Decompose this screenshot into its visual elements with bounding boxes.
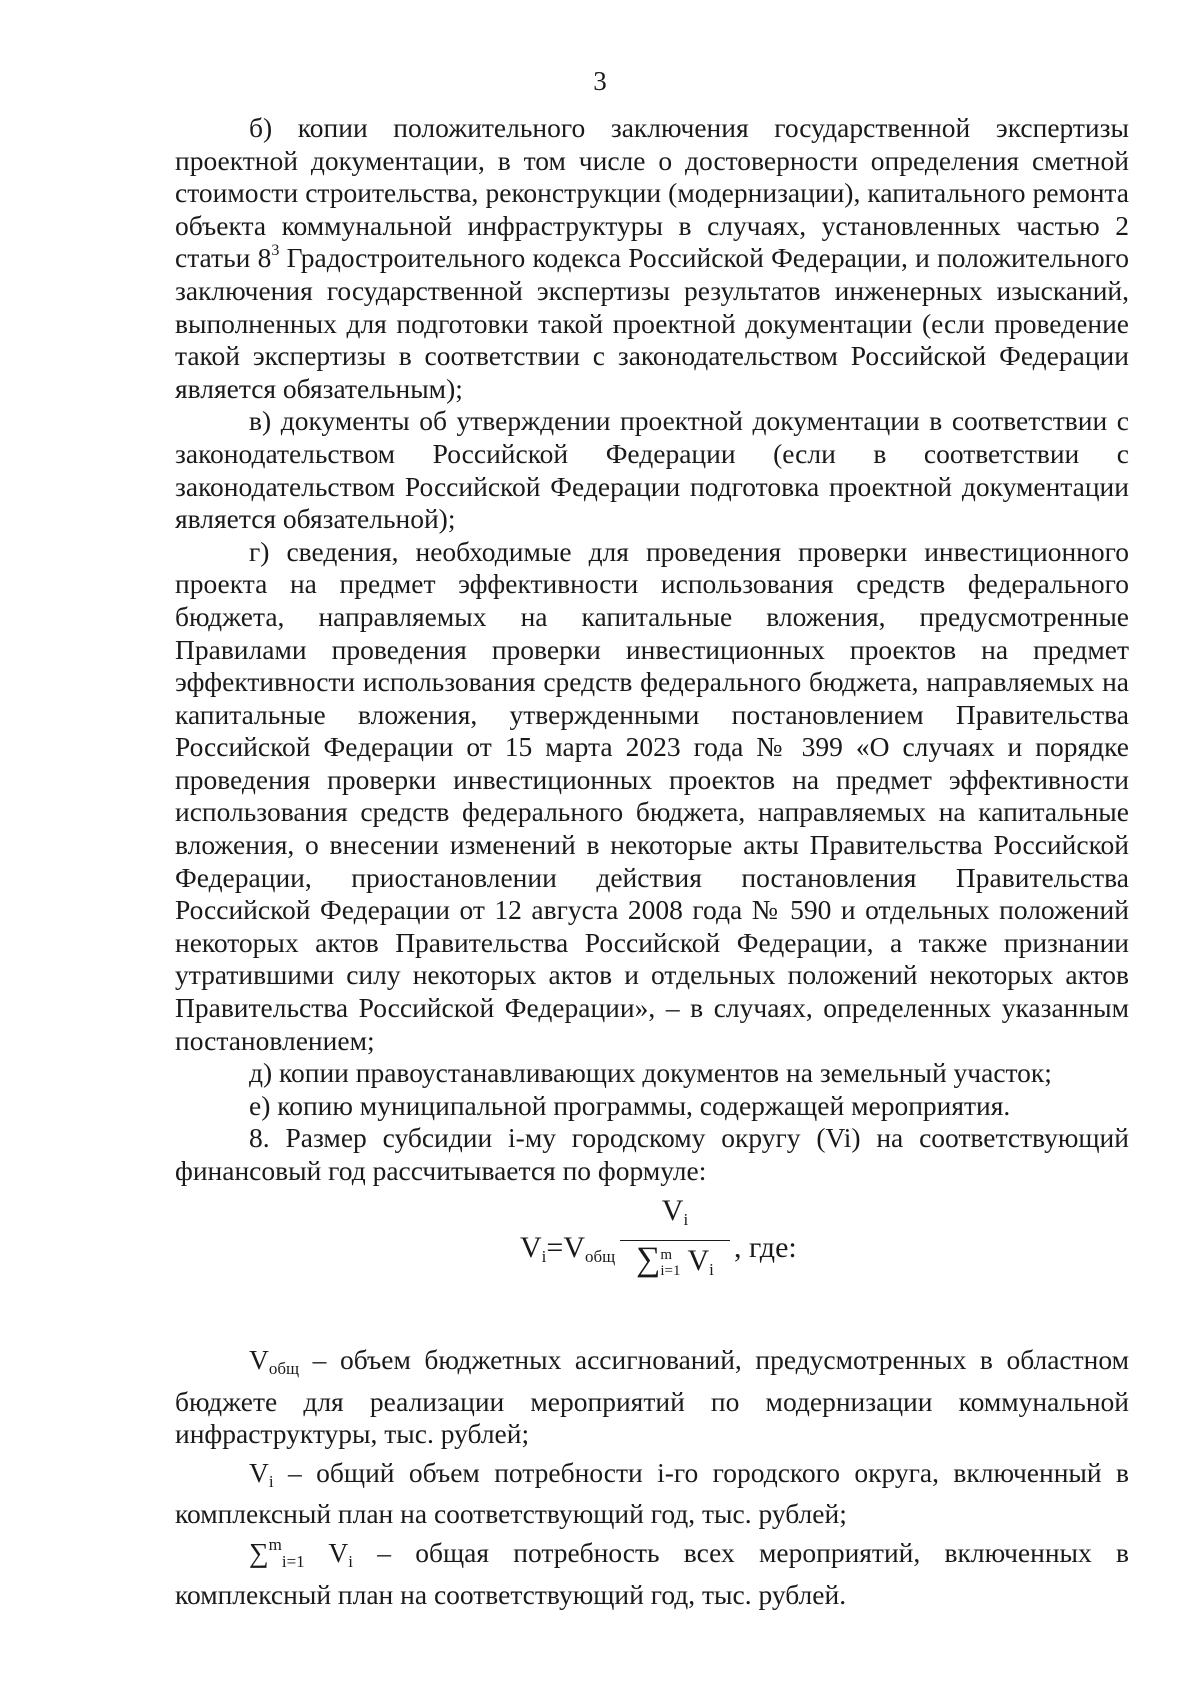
page-number: 3 [593,66,607,96]
formula-fraction [620,1193,730,1287]
paragraph-d: д) копии правоустанавливающих документов на земельный участок; [249,1057,1052,1089]
definition-v-total: $V_{общ}$ – объем бюджетных ассигнований, предусмотренных в областном бюджете для реализации мероприятий по модернизации коммунальной инфраструктуры, тыс. рублей; [175,1344,1129,1450]
paragraph-g: г) сведения, необходимые для проведения проверки инвестиционного проекта на предмет эффективности использования средств федерального бюджета, направляемых на капитальные вложения, предусмотренные Правилами проведения проверки инвестиционных проектов на предмет эффективности использования средств федерального бюджета, направляемых на капитальные вложения, утвержденными постановлением Правительства Российской Федерации от 15 марта 2023 года № 399 «О случаях и порядке проведения проверки инвестиционных проектов на предмет эффективности использования средств федерального бюджета, направляемых на капитальные вложения, о внесении изменений в некоторые акты Правительства Российской Федерации, приостановлении действия постановления Правительства Российской Федерации от 12 августа 2008 года № 590 и отдельных положений некоторых актов Правительства Российской Федерации, а также признании утратившими силу некоторых актов и отдельных положений некоторых актов Правительства Российской Федерации», – в случаях, определенных указанным постановлением; [175,535,1129,1056]
document-body [175,112,1129,1188]
subsidy-formula [520,1193,920,1313]
paragraph-v: в) документы об утверждении проектной документации в соответствии с законодательством Российской Федерации (если в соответствии с законодательством Российской Федерации подготовка проектной документации является обязательной); [175,405,1129,535]
paragraph-b: б) копии положительного заключения государственной экспертизы проектной документации, в том числе о достоверности определения сметной стоимости строительства, реконструкции (модернизации), капитального ремонта объекта коммунальной инфраструктуры в случаях, установленных частью 2 статьи $8^3$ Градостроительного кодекса Российской Федерации, и положительного заключения государственной экспертизы результатов инженерных изысканий, выполненных для подготовки такой проектной документации (если проведение такой экспертизы в соответствии с законодательством Российской Федерации является обязательным); [175,112,1129,404]
definition-sum: ∑$^m_{i=1}$ $V_i$ – общая потребность всех мероприятий, включенных в комплексный план на соответствующий год, тыс. рублей. [175,1534,1129,1610]
paragraph-e: е) копию муниципальной программы, содержащей мероприятия. [249,1089,1011,1121]
formula-numerator: $V_i$ [661,1194,689,1229]
formula-suffix: , где: [734,1231,797,1264]
formula-denominator: ∑m i=1 $V_i$ [636,1241,714,1280]
paragraph-8: 8. Размер субсидии i-му городскому округу (Vi) на соответствующий финансовый год рассчитывается по формуле: [175,1122,1129,1186]
formula-definitions [175,1344,1129,1617]
definition-v-i: $V_i$ – общий объем потребности i-го городского округа, включенный в комплексный план на соответствующий год, тыс. рублей; [175,1456,1129,1530]
superscript: 3 [271,242,280,260]
formula-lhs: $V_i=V_{общ}$ [520,1231,616,1266]
